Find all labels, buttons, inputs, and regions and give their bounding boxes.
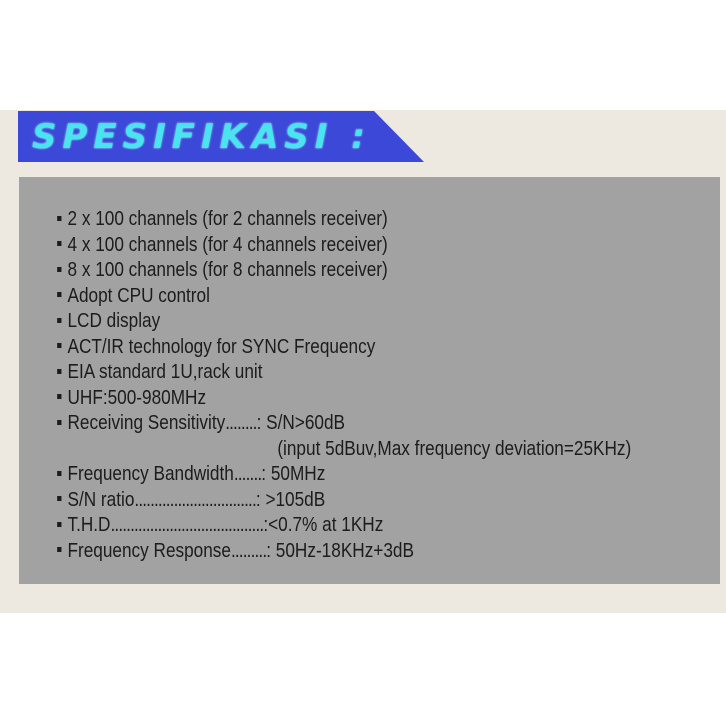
spec-item [52,207,620,233]
bullet-icon [57,318,61,323]
bullet-icon [57,547,61,552]
spec-item-frequency-bandwidth [52,462,620,488]
spec-item-receiving-sensitivity [52,411,620,437]
spec-text: EIA standard 1U,rack unit [67,361,263,383]
spec-item-thd [52,513,620,539]
bullet-icon [57,369,61,374]
spec-text: 4 x 100 channels (for 4 channels receiver) [67,233,388,256]
spec-text: 2 x 100 channels (for 2 channels receiver) [67,208,388,230]
spec-list [52,207,632,564]
spec-text: UHF:500-980MHz [67,386,207,409]
spec-value: : 50MHz [261,463,326,485]
spec-item [52,309,620,335]
spec-text: 8 x 100 channels (for 8 channels receiver) [67,259,388,281]
spec-note [52,437,632,463]
spec-item-frequency-response [52,539,620,565]
bullet-icon [57,394,61,399]
bullet-icon [57,420,61,425]
spec-item [52,258,620,284]
bullet-icon [57,292,61,297]
bullet-icon [57,496,61,501]
spec-item [52,233,620,259]
spec-text: ACT/IR technology for SYNC Frequency [67,335,376,358]
spec-note-text: (input 5dBuv,Max frequency deviation=25KHz) [277,437,632,460]
banner-title: SPESIFIKASI : [32,117,371,157]
spec-label: S/N ratio [67,488,135,511]
bullet-icon [57,216,61,221]
spec-value: :<0.7% at 1KHz [263,514,384,536]
bullet-icon [57,522,61,527]
spec-value: : S/N>60dB [256,412,346,434]
leader-dots: ....... [233,463,262,485]
leader-dots: ............................... [134,488,256,511]
section-banner [18,111,424,162]
spec-item [52,360,620,386]
bullet-icon [57,343,61,348]
spec-item [52,386,620,412]
spec-label: Frequency Bandwidth [67,463,234,485]
spec-value: : >105dB [255,488,326,511]
spec-text: Adopt CPU control [67,284,210,307]
spec-item-sn-ratio [52,488,620,514]
spec-text: LCD display [67,310,161,332]
spec-item [52,335,620,361]
spec-label: Receiving Sensitivity [67,412,226,434]
spec-value: : 50Hz-18KHz+3dB [266,539,414,562]
bullet-icon [57,241,61,246]
spec-item [52,284,620,310]
spec-label: Frequency Response [67,539,231,562]
leader-dots: ....................................... [110,514,264,536]
leader-dots: ......... [230,539,267,562]
bullet-icon [57,471,61,476]
bullet-icon [57,267,61,272]
leader-dots: ........ [225,412,257,434]
spec-label: T.H.D [67,514,111,536]
